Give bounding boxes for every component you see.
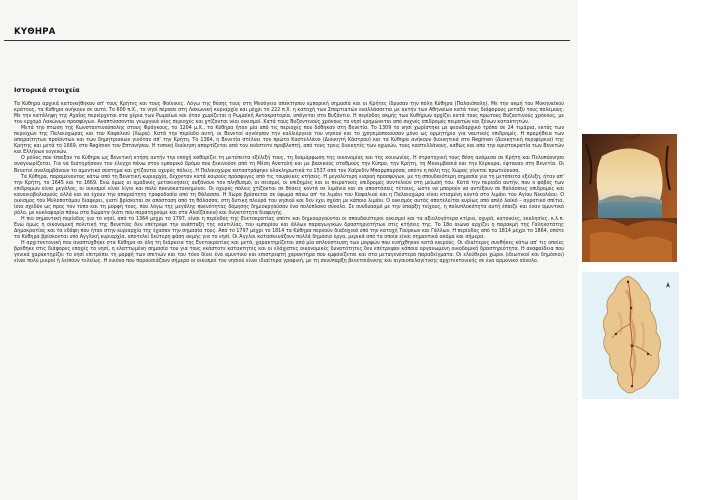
header-rule <box>4 27 570 41</box>
body-text <box>14 102 564 265</box>
paragraph: Η αρχιτεκτονική που αναπτύχθηκε στα Κύθηρα σε όλη τη διάρκεια της Ενετοκρατίας και μετά, χαρακτηρίζεται από μία απλούστευση των μορφών που εισήχθηκαν κατά καιρούς. Οι ιδιαίτερες συνθήκες κάτω απ' τις οποίες βρέθηκε στις διάφορες εποχές το νησί, η ελαττωμένη σημασία του για τους εκάστοτε κατακτητές και οι ελάχιστες οικονομικές δυνατότητες δεν επέτρεψαν κάποια οργανωμένη οικοδομική δραστηριότητα. Η αναφαίδεια που γενικά χαρακτηρίζει το νησί επιτρέπει τη μορφή των σπιτιών και του τόνο δίνει ένα αμυντικό και επιστρεφτή χαρακτήρα που εμφανίζεται και στα μεταγενέστερα παραδείγματα. Οι ελεύθεροι χώροι (ιδιωτικοί και δημόσιοι) είναι πολύ μικροί ή λείπουν τελείως. Η εικόνα που παρουσιάζουν σήμερα οι οικισμοί του νησιού είναι ιδιαίτερα γραφική, με τη συνύπαρξη βενετσιάνικης και αιγαιοπελαγίτικης αρχιτεκτονικής σε ένα αρμονικό σύνολο. <box>14 241 564 265</box>
paragraph: Ο ρόλος που έπαιξαν τα Κύθηρα ως Βενετική κτήση αυτήν την εποχή καθορίζει τη μετέπειτα εξέλιξή τους, τη διαμόρφωση της οικονομίας και της κοινωνίας. Η στρατηγική τους θέση ανάμεσα σε Κρήτη και Πελοπόννησο αναγνωρίζεται. Για να διατηρήσουν τον έλεγχο πάνω στον εμπορικό δρόμο που ξεκινούσε από τη Μέση Ανατολή και με βασικούς σταθμούς την Κύπρο, την Κρήτη, τη Μονεμβασιά και την Κέρκυρα, έφταναν στη Βενετία. Οι Βενετοί αναλαμβάνουν το αμυντικό σύστημα και χτίζονται οχυρές πόλεις. Η Παλαιοχώρα καταστράφηκε ολοκληρωτικά το 1537 από τον Χαϊρεδίν Μπαρμπαρόσα, οπότε η πόλη της Χώρας γίνεται πρωτεύουσα. <box>14 156 564 174</box>
page-title: ΚΥΘΗΡΑ <box>14 27 56 37</box>
rock-arch-photo <box>582 134 677 262</box>
island-map-image <box>582 272 679 399</box>
island-map <box>582 272 679 399</box>
section-title: Ιστορικά στοιχεία <box>14 86 80 94</box>
paragraph: Η πιο σημαντική περίοδος για το νησί, από το 1364 μέχρι το 1797, είναι η περίοδος της Ενετοκρατίας οπότε και δημιουργούνται οι σπουδαιότεροι οικισμοί και τα αξιολογότερα κτίρια, οχυρά, κατοικίες, εκκλησίες, κ.λ.π. Ενώ όμως η οικονομική πολιτική της Βενετίας δεν επέτρεψε την ανάπτυξη της ναυτιλίας, του εμπορίου και άλλων παραγωγικών δραστηριοτήτων στις κτήσεις της. Το 18ο αιώνα αρχίζει η παρακμή της Γαληνοτάτης Δημοκρατίας και τα εδάφη που ήταν στην κυριαρχία της έχασαν την σημασία τους. Από το 1797 μέχρι το 1814 τα Κύθηρα περνούν διαδοχικά υπό την κατοχή Τούρκων και Γάλλων. Η περίοδος από το 1814 μέχρι το 1864, οπότε τα Κύθηρα βρίσκονται υπό Αγγλική κυριαρχία, αποτελεί δεύτερη φάση ακμής για το νησί. Οι Άγγλοι κατασκευάζουν πολλά δημόσια έργα, μερικά από τα οποία είναι σημαντικά ακόμα και σήμερα. <box>14 216 564 241</box>
paragraph: Τα Κύθηρα αρχικά κατοικήθηκαν απ' τους Κρήτες και τους Φοίνικες. Λόγω της θέσης τους στη Μεσόγειο απέκτησαν εμπορική σημασία και οι Κρήτες ίδρυσαν την πόλη Κύθηρα (Παλαιόπολη). Με την ακμή του Μυκηναϊκού κράτους, τα Κύθηρα ανήκουν σε αυτό. Το 600 π.Χ., το νησί πέρασε στη Λακωνική κυριαρχία και μέχρι το 222 π.Χ. η κατοχή των Σπαρτιατών εναλλάσσεται με αυτήν των Αθηναίων κατά τους διάφορους μεταξύ τους πολέμους. Με την κατάληψη της Αχαΐας περιέρχεται στα χέρια των Ρωμαίων και όταν χωρίζεται η Ρωμαϊκή Αυτοκρατορία, υπάγεται στο Βυζάντιο. Η περίοδος ακμής των Κυθήρων αρχίζει κατά τους πρώτους Βυζαντινούς χρόνους, με τον ερχομό Λακώνων προσφύγων. Αναπτύσσονται γεωργικά νέες περιοχές και χτίζονται νέοι οικισμοί. Κατά τους Βυζαντινούς χρόνους το νησί ερημώνεται από συχνές επιδρομές πειρατών και ξένων κατακτητών. <box>14 102 564 126</box>
paragraph: Μετά την πτώση της Κωνσταντινούπολης στους Φράγκους, το 1204 μ.Χ., τα Κύθηρα ήταν μία από τις περιοχές που δόθηκαν στη Βενετία. Το 1309 το νησί χωρίστηκε με φεουδαρχικό τρόπο σε 24 τιμάρια, εκτός των περιοχών της Παλαιοχώρας και του Καψαλιού (Χώρα). Κατά την περίοδο αυτή, οι Βενετοί αγνόησαν την καλλιέργεια του νησιού και το χρησιμοποιούσαν μόνο ως ορμητήριο για ναυτικές επιδρομές. Η προμήθεια των απαραίτητων προϊόντων και των δημητριακών γινόταν απ' την Κρήτη. Το 1364, η Βενετία στέλνει τον πρώτο Καστελλάνο (Διοικητή Κάστρου) και τα Κύθηρα ανήκουν διοικητικά στο Regimen (Διοικητική περιφέρεια) της Κρήτης και μετά το 1669, στο Regimen του Επτανήσου. Η τοπική διοίκηση απαρτίζεται από τον εκάστοτε προβλεπτή, από τους τρεις διοικητές των οχυρών, τους καστελλάνους, καθώς και από την αριστοκρατία των Βενετών και Ελλήνων ευγενών. <box>14 126 564 156</box>
paragraph: Τα Κύθηρα, παραμένοντας κάτω από τη Βενετική κυριαρχία, δέχονταν κατά καιρούς πρόσφυγες από τις τουρκικές κτήσεις. Η μεγαλύτερη εισροή προσφύγων, με τη σπουδαιότερη σημασία για τη μετέπειτα εξέλιξη, ήταν απ' την Κρήτη, το 1645 και το 1669. Ενώ όμως οι ομαδικές μετακινήσεις αυξάνουν τον πληθυσμό, οι σεισμοί, οι επιδημίες και οι πειρατικές επιδρομές συντελούν στη μείωσή του. Κατά την περίοδο αυτήν, που ο φόβος των επιδρομών είναι μεγάλος, οι οικισμοί είναι λίγοι και πολύ πυκνοκατοικημένοι. Οι οχυρές πόλεις χτίζονται σε θέσεις κοντά σε λιμάνια και σε αποστάσεις τέτοιες, ώστε να μπορούν να αντέξουν σε θαλάσσιες επιδρομές και κανονιοβολισμούς αλλά και να έχουν την απαραίτητη τροφοδοσία από τη θάλασσα. Η Χώρα βρίσκεται σε ύψωμα πάνω απ' το λιμάνι του Καψαλιού και η Παλαιοχώρα είναι κτισμένη κοντά στο λιμάνι του Αγίου Νικολάου. Ο οικισμός του Μυλοποτάμου διαφέρει, γιατί βρίσκεται σε απόσταση από τη θάλασσα, στη δυτική πλευρά του νησιού και δεν έχει σχέση με κάποιο λιμάνι. Ο οικισμός αυτός αποτελείται κυρίως από απλό λαϊκό – αγροτικό σπίτια, ίσια σχεδόν ως προς τον τύπο και τη μορφή τους, που λόγω της μεγάλης πυκνότητας δόμησης δημιουργούσαν ένα πολύπλοκο σύνολο. Σε συνδυασμό με την ύπαρξη τείχους, η πολυπλοκότητα αυτή έπαιζε και έναν αμυντικό ρόλο, με κυκλοφορία πάνω στα δώματα (κάτι που παρατηρούμε και στα Αλοΐζάνικα) και δυνατότητα διαφυγής. <box>14 174 564 216</box>
rock-arch-image <box>582 134 677 262</box>
